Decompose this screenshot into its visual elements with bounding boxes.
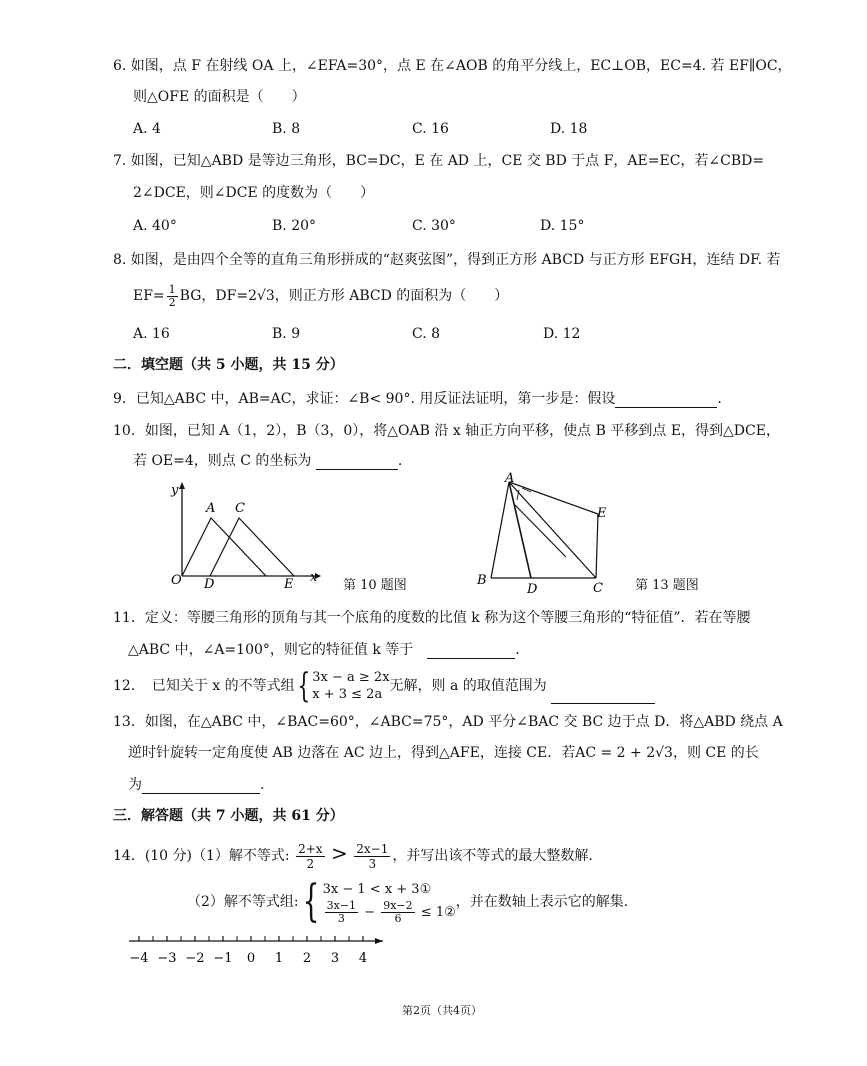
q6-line2: 则△OFE 的面积是（ ） <box>133 89 306 105</box>
fig10-label-c: C <box>235 501 245 516</box>
q7-option-a: A. 40° <box>133 218 177 234</box>
q9-answer-blank[interactable] <box>615 393 717 408</box>
fig13-label-d: D <box>527 582 538 596</box>
q12-row1: 3x − a ≥ 2x <box>312 670 390 685</box>
q13-end: . <box>260 777 265 793</box>
q8-option-d: D. 12 <box>543 326 581 342</box>
q11-line2 <box>128 641 520 659</box>
fig13-label-b: B <box>477 573 487 588</box>
fig13-segment-af <box>515 505 566 557</box>
q7-line1: 7. 如图，已知△ABD 是等边三角形，BC=DC，E 在 AD 上，CE 交 BD 于点 F，AE=EC，若∠CBD= <box>113 153 765 169</box>
fig13-side-ab <box>491 482 509 578</box>
q7-line2: 2∠DCE，则∠DCE 的度数为（ ） <box>133 185 375 201</box>
fig13-side-ac <box>509 482 596 578</box>
fig13-label-c: C <box>593 581 603 596</box>
q14-f1-num: 2+x <box>298 841 323 856</box>
q8-line2-post: BG，DF=2√3，则正方形 ABCD 的面积为（ ） <box>179 288 509 304</box>
q13-answer-blank[interactable] <box>142 779 260 794</box>
q14-fraction-2 <box>354 842 390 871</box>
q12-post: 无解，则 a 的取值范围为 <box>389 678 547 694</box>
fig10-label-o: O <box>171 573 182 588</box>
q8-frac-den: 2 <box>168 295 176 309</box>
section-3-heading: 三．解答题（共 7 小题，共 61 分） <box>113 808 344 824</box>
fig10-label-x: x <box>310 570 318 585</box>
q7-option-b: B. 20° <box>272 218 317 234</box>
q14-row2-f1-den: 3 <box>337 911 345 925</box>
q10-answer-blank[interactable] <box>316 455 398 470</box>
number-line-label: 4 <box>358 951 368 966</box>
figure-13 <box>470 470 620 596</box>
q8-line1: 8. 如图，是由四个全等的直角三角形拼成的“赵爽弦图”，得到正方形 ABCD 与正方形 EFGH，连结 DF. 若 <box>113 252 781 268</box>
q14-row2-f2-num: 9x−2 <box>383 898 413 912</box>
q10-line2-text: 若 OE=4，则点 C 的坐标为 <box>133 453 312 469</box>
fig10-label-y: y <box>171 483 179 498</box>
q9-end: . <box>717 391 722 407</box>
number-line-label: −2 <box>185 951 205 966</box>
q14-part1-post: ，并写出该不等式的最大整数解. <box>392 848 593 864</box>
fig10-triangle-dce <box>210 518 294 576</box>
number-line-arrow <box>375 938 383 944</box>
q12-line <box>113 668 655 704</box>
fig13-segment-ae <box>509 482 598 514</box>
q11-end: . <box>515 642 520 658</box>
q14-row2 <box>323 900 456 925</box>
number-line-label: 1 <box>274 951 284 966</box>
q14-part2-post: ，并在数轴上表示它的解集. <box>455 894 629 910</box>
fig10-label-d: D <box>204 577 215 590</box>
q14-row1: 3x − 1 < x + 3① <box>322 881 432 897</box>
number-line[interactable] <box>125 932 385 972</box>
q6-option-a: A. 4 <box>133 121 161 137</box>
q6-line1: 6. 如图，点 F 在射线 OA 上，∠EFA=30°，点 E 在∠AOB 的角平分线上，EC⊥OB，EC=4. 若 EF∥OC， <box>113 58 792 74</box>
q13-line3 <box>128 776 264 794</box>
fig10-label-a: A <box>206 501 216 516</box>
fig10-y-arrow <box>179 482 185 489</box>
fig13-label-e: E <box>597 506 607 521</box>
q14-brace: { <box>302 876 320 927</box>
q14-part2-pre: （2）解不等式组: <box>187 894 299 910</box>
q13-line1: 13．如图，在△ABC 中，∠BAC=60°，∠ABC=75°，AD 平分∠BAC 交 BC 边于点 D．将△ABD 绕点 A <box>113 714 783 730</box>
q8-line2 <box>133 282 508 310</box>
q10-line2 <box>133 452 402 470</box>
fig13-segment-ad <box>509 482 531 578</box>
q14-f2-den: 3 <box>368 856 377 871</box>
q8-option-a: A. 16 <box>133 326 170 342</box>
q10-end: . <box>397 453 403 469</box>
q12-pre: 12． 已知关于 x 的不等式组 <box>113 678 295 694</box>
q14-part2 <box>187 876 629 927</box>
q14-system <box>323 880 456 925</box>
q8-frac-num: 1 <box>168 282 176 296</box>
fig13-label-a: A <box>505 471 515 486</box>
q12-row2: x + 3 ≤ 2a <box>312 687 383 702</box>
q14-row2-minus: − <box>364 904 376 920</box>
fig10-label-e: E <box>284 577 294 590</box>
q7-option-c: C. 30° <box>412 218 456 234</box>
q12-answer-blank[interactable] <box>551 689 655 704</box>
q14-row2-frac2 <box>381 900 414 925</box>
q6-option-b: B. 8 <box>272 121 301 137</box>
number-line-label: 0 <box>246 951 256 966</box>
q7-option-d: D. 15° <box>540 218 585 234</box>
q12-system <box>312 669 389 703</box>
q11-line1: 11．定义：等腰三角形的顶角与其一个底角的度数的比值 k 称为这个等腰三角形的“特征值”．若在等腰 <box>113 610 751 626</box>
q14-row2-end: ≤ 1② <box>420 904 456 920</box>
page-footer: 第2页（共4页） <box>402 1004 482 1017</box>
q6-option-c: C. 16 <box>412 121 449 137</box>
q11-line2-text: △ABC 中，∠A=100°，则它的特征值 k 等于 <box>128 642 414 658</box>
number-line-label: −1 <box>213 951 233 966</box>
q6-option-d: D. 18 <box>550 121 588 137</box>
number-line-label: −4 <box>129 951 149 966</box>
q13-line3-text: 为 <box>128 777 142 793</box>
q8-fraction <box>167 284 178 309</box>
q13-line2: 逆时针旋转一定角度使 AB 边落在 AC 边上，得到△AFE，连接 CE．若AC = 2 + 2√3，则 CE 的长 <box>128 745 759 761</box>
q8-option-b: B. 9 <box>272 326 301 342</box>
number-line-label: −3 <box>157 951 177 966</box>
q11-answer-blank[interactable] <box>427 644 515 659</box>
q14-f1-den: 2 <box>306 856 315 871</box>
q14-gt-sign: > <box>331 841 348 865</box>
q14-row2-frac1 <box>325 900 358 925</box>
section-2-heading: 二．填空题（共 5 小题，共 15 分） <box>113 357 344 373</box>
q14-f2-num: 2x−1 <box>356 841 389 856</box>
number-line-label: 2 <box>302 951 312 966</box>
q14-fraction-1 <box>296 842 324 871</box>
q8-option-c: C. 8 <box>412 326 441 342</box>
q9-line <box>113 390 722 408</box>
number-line-label: 3 <box>330 951 340 966</box>
q9-text: 9．已知△ABC 中，AB=AC，求证：∠B< 90°. 用反证法证明，第一步是：假设 <box>113 391 616 407</box>
q12-brace: { <box>296 666 310 706</box>
q14-part1 <box>113 836 593 873</box>
fig10-caption: 第 10 题图 <box>343 578 407 593</box>
q14-part1-pre: 14．(10 分)（1）解不等式: <box>113 848 290 864</box>
q14-row2-f1-num: 3x−1 <box>326 898 357 912</box>
figure-10 <box>160 478 330 590</box>
q14-row2-f2-den: 6 <box>394 911 402 925</box>
fig13-caption: 第 13 题图 <box>635 578 699 593</box>
fig13-segment-ce <box>596 514 598 578</box>
q8-line2-pre: EF= <box>133 288 165 304</box>
q10-line1: 10．如图，已知 A（1，2），B（3，0），将△OAB 沿 x 轴正方向平移，使点 B 平移到点 E，得到△DCE， <box>113 423 780 439</box>
